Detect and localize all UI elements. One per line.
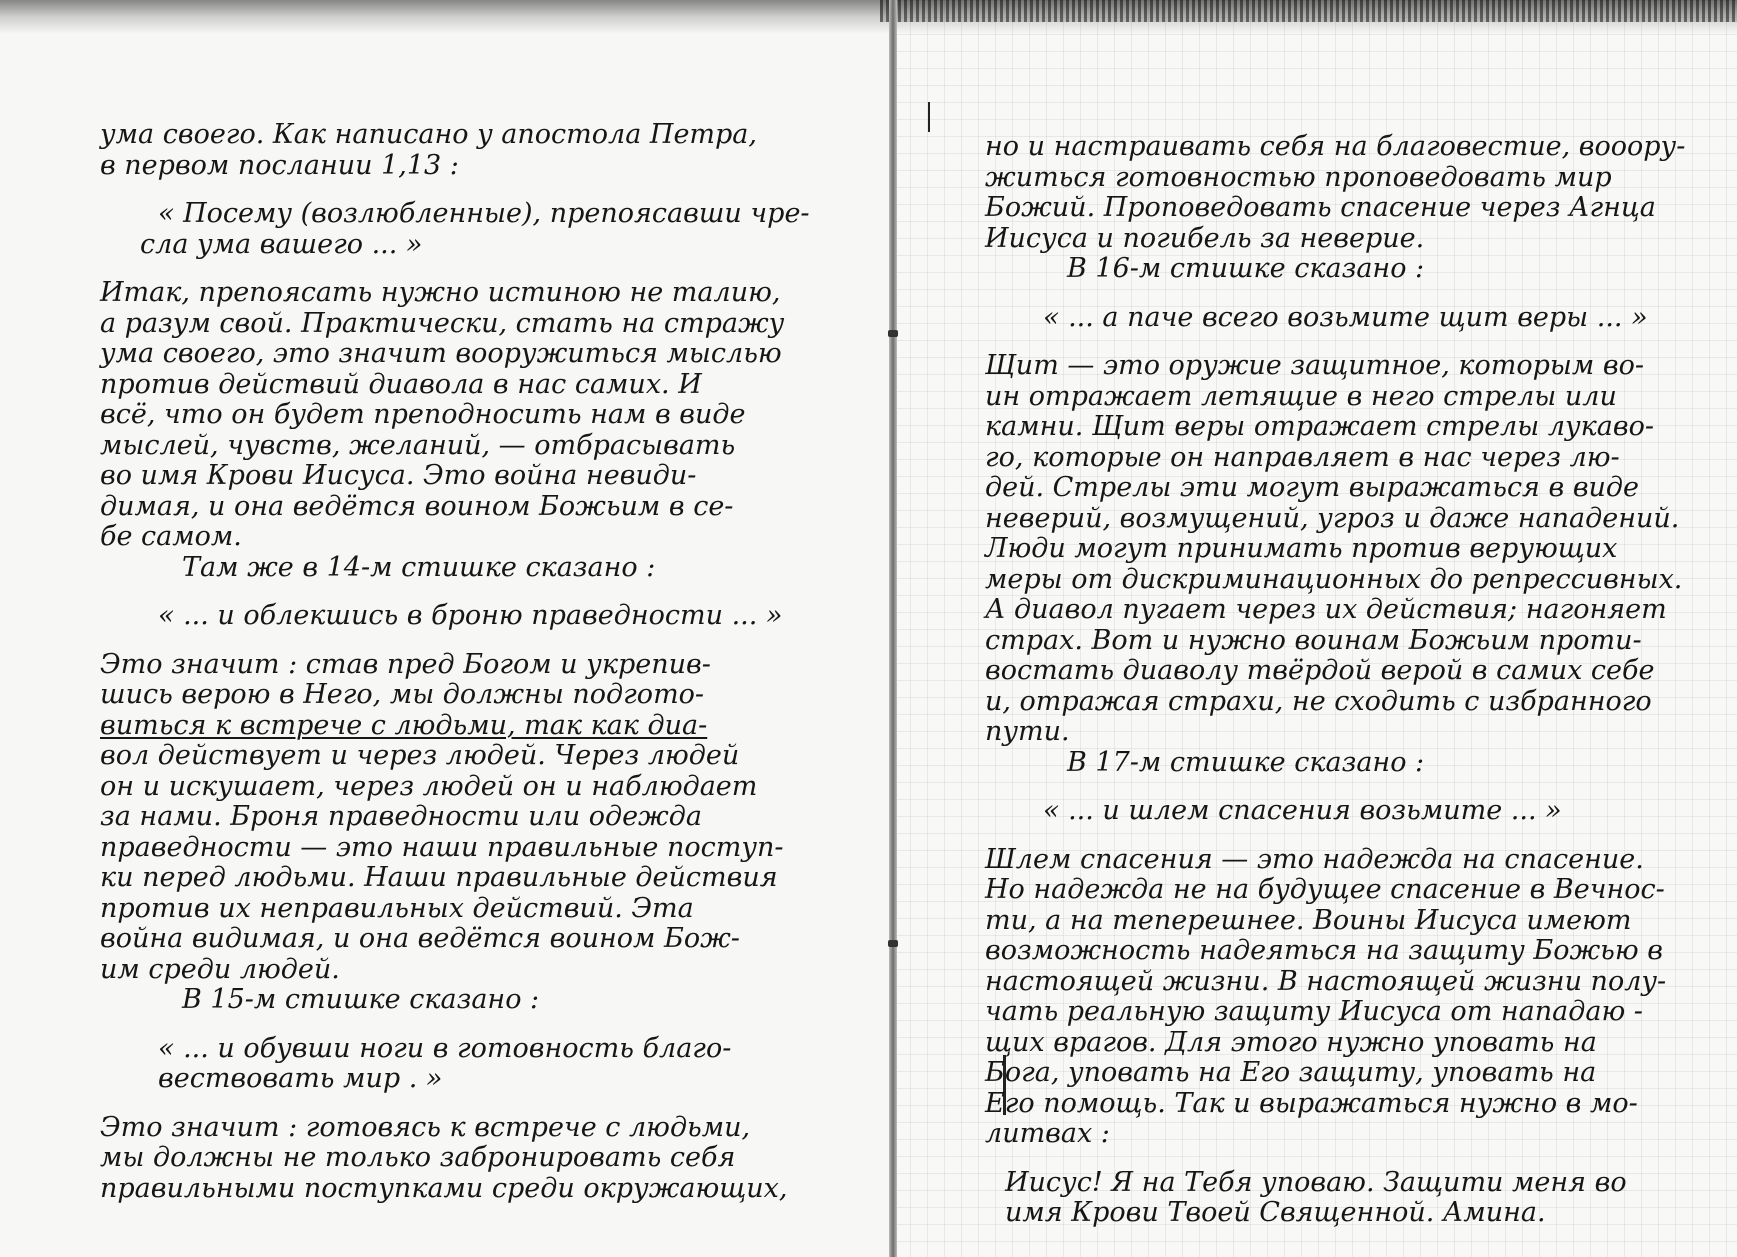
staple-mark: [888, 330, 898, 337]
text-line: востать диаволу твёрдой верой в самих себе: [985, 655, 1655, 686]
paragraph-gap: [985, 827, 1725, 845]
text-line: го, которые он направляет в нас через лю-: [985, 441, 1620, 473]
staple-mark: [888, 940, 898, 947]
verse-reference: В 17-м стишке сказано :: [1067, 746, 1425, 778]
paragraph-gap: [100, 1095, 870, 1113]
text-line: Щит — это оружие защитное, которым во-: [985, 350, 1644, 381]
underlined-line: виться к встрече с людьми, так как диа-: [100, 709, 708, 741]
verse-reference: В 16-м стишке сказано :: [1067, 253, 1425, 284]
text-line: бе самом.: [100, 521, 242, 552]
text-line: Это значит : став пред Богом и укрепив-: [100, 648, 711, 680]
text-line: Божий. Проповедовать спасение через Агнца: [985, 192, 1656, 223]
text-line: камни. Щит веры отражает стрелы лукаво-: [985, 411, 1654, 442]
left-page-text: [100, 120, 870, 1204]
text-line: ума своего. Как написано у апостола Петра,: [100, 119, 757, 150]
text-line: чать реальную защиту Иисуса от нападаю -: [985, 996, 1643, 1027]
text-line: Это значит : готовясь к встрече с людьми,: [100, 1111, 751, 1143]
text-line: житься готовностью проповедовать мир: [985, 161, 1612, 193]
quote-line: « ... и обувши ноги в готовность благо-: [158, 1032, 732, 1064]
paragraph-gap: [985, 333, 1725, 351]
text-line: Его помощь. Так и выражаться нужно в мо-: [985, 1087, 1638, 1119]
text-line: мы должны не только забронировать себя: [100, 1142, 736, 1173]
text-line: ин отражает летящие в него стрелы или: [985, 380, 1617, 412]
text-line: праведности — это наши правильные поступ-: [100, 831, 784, 863]
notebook-spine: [889, 0, 897, 1257]
text-line: против действий диавола в нас самих. И: [100, 368, 702, 400]
quote-line: « ... а паче всего возьмите щит веры ... »: [1043, 301, 1648, 333]
text-line: литвах :: [985, 1118, 1110, 1149]
text-line: Итак, препоясать нужно истиною не талию,: [100, 277, 781, 308]
quote-line: « Посему (возлюбленные), препоясавши чре-: [158, 198, 810, 229]
text-line: ума своего, это значит вооружиться мыслью: [100, 338, 782, 369]
text-line: щих врагов. Для этого нужно уповать на: [985, 1026, 1597, 1058]
paragraph-gap: [985, 285, 1725, 303]
quote-line: вествовать мир . »: [158, 1063, 443, 1094]
text-line: и, отражая страхи, не сходить с избранного: [985, 685, 1652, 717]
quote-line: « ... и облекшись в броню праведности ... »: [158, 600, 783, 631]
text-line: правильными поступками среди окружающих,: [100, 1172, 788, 1204]
text-line: Но надежда не на будущее спасение в Вечнос-: [985, 874, 1665, 905]
text-line: но и настраивать себя на благовестие, вооору-: [985, 131, 1686, 162]
paragraph-gap: [100, 632, 870, 650]
text-line: война видимая, и она ведётся воином Бож-: [100, 923, 740, 954]
text-line: вол действует и через людей. Через людей: [100, 740, 740, 771]
text-line: ти, а на теперешнее. Воины Иисуса имеют: [985, 904, 1632, 936]
scan-artifact-top-right: [880, 0, 1737, 22]
right-page-text: [985, 132, 1725, 1229]
paragraph-gap: [100, 181, 870, 199]
paragraph-gap: [100, 583, 870, 601]
text-line: страх. Вот и нужно воинам Божьим проти-: [985, 624, 1642, 656]
text-line: он и искушает, через людей он и наблюдает: [100, 770, 758, 802]
text-line: неверий, возмущений, угроз и даже нападений.: [985, 502, 1680, 534]
prayer-line: имя Крови Твоей Священной. Амина.: [1005, 1197, 1546, 1228]
text-line: Бога, уповать на Его защиту, уповать на: [985, 1057, 1597, 1088]
text-line: димая, и она ведётся воином Божьим в се-: [100, 490, 734, 522]
text-line: а разум свой. Практически, стать на стражу: [100, 307, 785, 339]
quote-line: « ... и шлем спасения возьмите ... »: [1043, 795, 1562, 826]
text-line: возможность надеяться на защиту Божью в: [985, 935, 1663, 966]
text-line: пути.: [985, 716, 1070, 747]
margin-mark: [928, 102, 930, 132]
text-line: в первом послании 1,13 :: [100, 149, 459, 181]
text-line: А диавол пугает через их действия; нагоняет: [985, 594, 1667, 625]
text-line: против их неправильных действий. Эта: [100, 892, 694, 924]
prayer-line: Иисус! Я на Тебя уповаю. Защити меня во: [1005, 1166, 1627, 1198]
paragraph-gap: [100, 260, 870, 278]
text-line: им среди людей.: [100, 953, 340, 985]
text-line: всё, что он будет преподносить нам в виде: [100, 399, 746, 430]
paragraph-gap: [985, 1150, 1725, 1168]
text-line: настоящей жизни. В настоящей жизни полу-: [985, 965, 1667, 997]
verse-reference: Там же в 14-м стишке сказано :: [182, 551, 656, 583]
quote-line: сла ума вашего ... »: [140, 228, 423, 260]
paragraph-gap: [985, 778, 1725, 796]
text-line: шись верою в Него, мы должны подгото-: [100, 679, 705, 710]
text-line: за нами. Броня праведности или одежда: [100, 801, 702, 832]
text-line: Люди могут принимать против верующих: [985, 533, 1618, 564]
text-line: во имя Крови Иисуса. Это война невиди-: [100, 460, 697, 491]
text-line: дей. Стрелы эти могут выражаться в виде: [985, 472, 1640, 503]
text-line: Иисуса и погибель за неверие.: [985, 222, 1425, 254]
text-line: меры от дискриминационных до репрессивных.: [985, 563, 1683, 595]
text-line: Шлем спасения — это надежда на спасение.: [985, 843, 1644, 875]
verse-reference: В 15-м стишке сказано :: [182, 984, 540, 1015]
paragraph-gap: [100, 1016, 870, 1034]
text-line: мыслей, чувств, желаний, — отбрасывать: [100, 429, 736, 461]
text-line: ки перед людьми. Наши правильные действия: [100, 862, 778, 893]
